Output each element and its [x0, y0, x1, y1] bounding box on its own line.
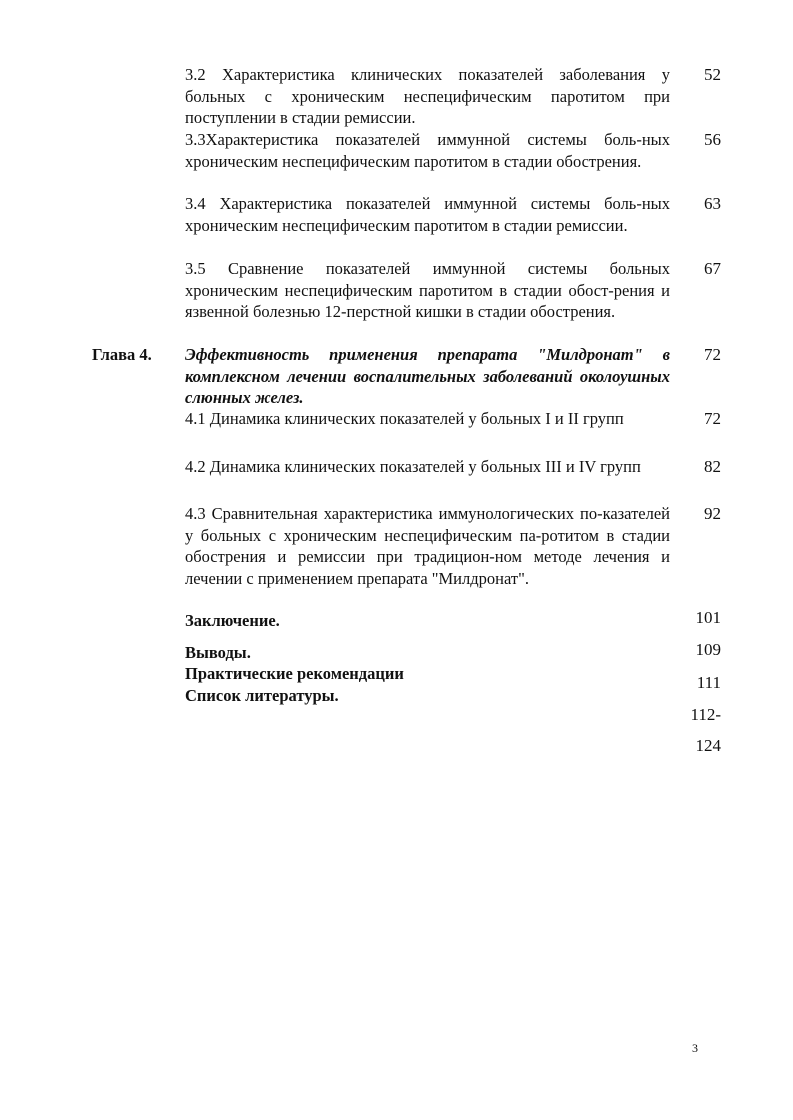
toc-entry-title: 4.3 Сравнительная характеристика иммунологических по-казателей у больных с хроническим неспецифическим па-ротитом в стадии обострения и ремиссии при традицион-ном методе лечения и лечении с применением препарата "Милдронат". [185, 504, 670, 588]
toc-page-number-continued: 124 [695, 736, 721, 755]
toc-entry-conclusion [185, 610, 670, 632]
chapter-label: Глава 4. [92, 345, 152, 364]
toc-entry-title: Заключение. [185, 611, 280, 630]
toc-entry-4-1 [185, 408, 670, 430]
toc-page-number: 112- [690, 705, 721, 724]
toc-entry-title: 3.5 Сравнение показателей иммунной системы больных хроническим неспецифическим паротитом в стадии обост-рения и язвенной болезнью 12-перстной кишки в стадии обострения. [185, 259, 670, 321]
toc-page-number: 72 [704, 345, 721, 364]
toc-entry-title: 4.1 Динамика клинических показателей у больных I и II групп [185, 409, 624, 428]
toc-entry-title: Практические рекомендации [185, 664, 404, 683]
toc-entry-3-3 [185, 129, 670, 172]
toc-entry-3-5 [185, 258, 670, 323]
toc-page-number: 72 [704, 409, 721, 428]
toc-entry-3-4 [185, 193, 670, 236]
chapter-title: Эффективность применения препарата "Милдронат" в комплексном лечении воспалительных заболеваний околоушных слюнных желез. [185, 345, 670, 407]
toc-page-number: 52 [704, 65, 721, 84]
toc-page-number: 82 [704, 457, 721, 476]
toc-page-number: 92 [704, 504, 721, 523]
toc-entry-title: 3.2 Характеристика клинических показателей заболевания у больных с хроническим неспецифическим паротитом при поступлении в стадии ремиссии. [185, 65, 670, 127]
toc-page-number: 63 [704, 194, 721, 213]
toc-entry-title: 4.2 Динамика клинических показателей у больных III и IV групп [185, 457, 641, 476]
toc-entry-recommendations [185, 663, 670, 685]
toc-entry-title: Выводы. [185, 643, 251, 662]
toc-page-number: 111 [696, 673, 721, 692]
toc-entry-title: 3.4 Характеристика показателей иммунной системы боль-ных хроническим неспецифическим паротитом в стадии ремиссии. [185, 194, 670, 235]
toc-entry-references [185, 685, 670, 707]
toc-page-number: 101 [695, 608, 721, 627]
toc-page-number: 109 [695, 640, 721, 659]
toc-entry-title: Список литературы. [185, 686, 339, 705]
toc-entry-findings [185, 642, 670, 664]
page-number: 3 [692, 1041, 698, 1055]
toc-page-number: 67 [704, 259, 721, 278]
toc-page-number: 56 [704, 130, 721, 149]
toc-entry-chapter-4 [185, 344, 670, 409]
toc-entry-3-2 [185, 64, 670, 129]
toc-entry-title: 3.3Характеристика показателей иммунной системы боль-ных хроническим неспецифическим паротитом в стадии обострения. [185, 130, 670, 171]
toc-entry-4-2 [185, 456, 670, 478]
toc-entry-4-3 [185, 503, 670, 589]
